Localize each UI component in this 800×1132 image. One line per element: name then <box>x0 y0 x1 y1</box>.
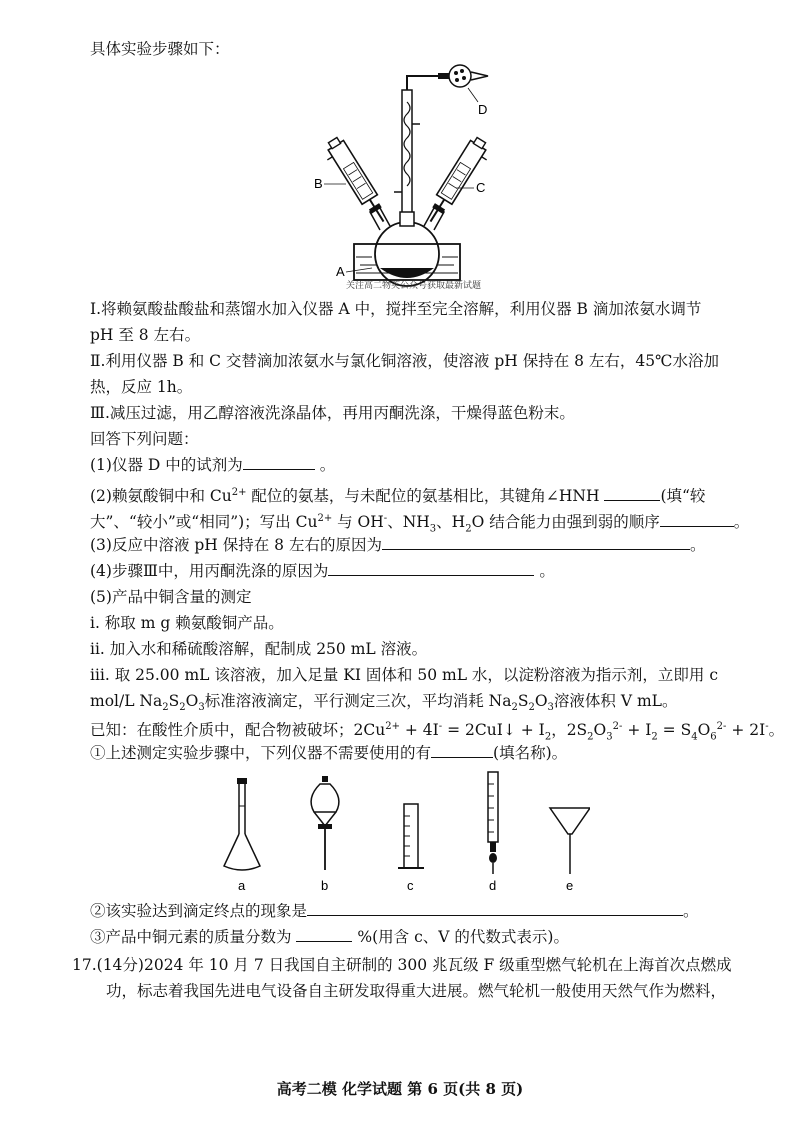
question-17-line-1: 17.(14分)2024 年 10 月 7 日我国自主研制的 300 兆瓦级 F 级重型燃气轮机在上海首次点燃成 <box>72 956 732 974</box>
iii2-d: 标准溶液滴定，平行测定三次，平均消耗 Na <box>204 692 512 710</box>
known-sub1: 2 <box>544 731 552 743</box>
instrument-label-b: b <box>321 878 329 893</box>
q3-text: (3)反应中溶液 pH 保持在 8 左右的原因为 <box>90 536 382 554</box>
page-footer: 高考二模 化学试题 第 6 页(共 8 页) <box>276 1080 524 1098</box>
q5-sub-1 <box>90 742 567 764</box>
instrument-label-e: e <box>566 878 574 893</box>
known-sup5: - <box>765 721 769 732</box>
q2-l2-c: 、NH <box>387 513 430 532</box>
known-sup4: 2- <box>716 721 727 732</box>
q5-sub-3 <box>90 926 569 948</box>
sub1-answer-blank[interactable] <box>431 743 493 758</box>
drying-tube-d <box>449 65 471 87</box>
iii2-sub2: 2 <box>179 702 186 714</box>
reaction-apparatus-diagram <box>310 62 510 292</box>
step-2-line-1: Ⅱ.利用仪器 B 和 C 交替滴加浓氨水与氯化铜溶液，使溶液 pH 保持在 8 左右，45℃水浴加 <box>90 352 719 370</box>
q2-text-c: (填“较 <box>660 487 706 506</box>
known-j: 。 <box>768 721 785 740</box>
q5-step-iii-line-2 <box>90 690 677 719</box>
known-g: = S <box>657 721 692 740</box>
q1-answer-blank[interactable] <box>243 455 315 470</box>
q3-answer-blank[interactable] <box>382 535 690 550</box>
answer-intro: 回答下列问题： <box>90 430 199 448</box>
known-sub6: 6 <box>710 731 717 743</box>
label-b: B <box>314 176 323 191</box>
known-sup3: 2- <box>612 721 623 732</box>
known-i: + 2I <box>726 721 766 740</box>
q2-l2-f: 。 <box>733 513 750 532</box>
sub1-end: (填名称)。 <box>493 744 568 762</box>
known-d: ，2S <box>551 721 588 740</box>
sub2-end: 。 <box>683 902 699 920</box>
instruments-figure <box>210 770 590 894</box>
sub2-answer-blank[interactable] <box>307 901 683 916</box>
q4-end: 。 <box>539 562 555 580</box>
known-sub5: 4 <box>691 731 698 743</box>
iii2-sub1: 2 <box>162 702 169 714</box>
label-c: C <box>476 180 486 195</box>
q2-angle-blank[interactable] <box>604 486 660 501</box>
known-sup1: 2+ <box>385 721 400 732</box>
sub3-text: ③产品中铜元素的质量分数为 <box>90 928 292 946</box>
iii2-sub4: 2 <box>511 702 518 714</box>
q2-l2-b: 与 OH <box>332 513 384 532</box>
instrument-label-c: c <box>407 878 414 893</box>
q2-l2-d: 、H <box>436 513 466 532</box>
q2-l2-sup: 2+ <box>317 513 333 524</box>
q2-l2-sup2: - <box>383 513 388 524</box>
q5-step-i: ⅰ. 称取 m g 赖氨酸铜产品。 <box>90 614 284 632</box>
graduated-cylinder-c <box>398 804 424 868</box>
q2-text-a: (2)赖氨酸铜中和 Cu <box>90 487 232 506</box>
watermark-text: 关注高二物英公众号获取最新试题 <box>346 281 482 291</box>
sub2-text: ②该实验达到滴定终点的现象是 <box>90 902 308 920</box>
known-c: = 2CuI↓ + I <box>442 721 545 740</box>
q2-l2-sub2: 2 <box>465 523 472 535</box>
sub3-end: %(用含 c、V 的代数式表示)。 <box>357 928 569 946</box>
q3-end: 。 <box>689 536 706 554</box>
label-d: D <box>478 102 488 117</box>
q2-order-blank[interactable] <box>660 512 734 527</box>
q2-l2-a: 大”、“较小”或“相同”)；写出 Cu <box>90 513 318 532</box>
known-sub2: 2 <box>587 731 594 743</box>
known-sup2: - <box>438 721 443 732</box>
question-5-title: (5)产品中铜含量的测定 <box>90 588 252 606</box>
iii2-sub3: 3 <box>198 702 205 714</box>
sub3-answer-blank[interactable] <box>296 927 352 942</box>
q4-answer-blank[interactable] <box>328 561 534 576</box>
iii2-sub6: 3 <box>547 702 554 714</box>
iii2-f: O <box>534 692 548 710</box>
iii2-b: S <box>168 692 180 710</box>
q5-step-ii: ⅱ. 加入水和稀硫酸溶解，配制成 250 mL 溶液。 <box>90 640 428 658</box>
known-h: O <box>697 721 711 740</box>
step-1-line-2: pH 至 8 左右。 <box>90 326 201 344</box>
q2-text-b: 配位的氨基，与未配位的氨基相比，其键角∠HNH <box>246 487 600 506</box>
question-2-line-1 <box>90 482 705 507</box>
q1-text: (1)仪器 D 中的试剂为 <box>90 456 243 474</box>
step-1-line-1: Ⅰ.将赖氨酸盐酸盐和蒸馏水加入仪器 A 中，搅拌至完全溶解，利用仪器 B 滴加浓氨水调节 <box>90 300 702 318</box>
known-a: 已知：在酸性介质中，配合物被破坏；2Cu <box>90 721 386 740</box>
known-sub3: 3 <box>606 731 613 743</box>
funnel-e <box>550 808 590 874</box>
burette-d <box>488 772 498 874</box>
known-e: O <box>593 721 607 740</box>
intro-text: 具体实验步骤如下： <box>90 40 230 58</box>
label-a: A <box>336 264 345 279</box>
q2-sup: 2+ <box>231 487 247 498</box>
q2-l2-e: O 结合能力由强到弱的顺序 <box>471 513 660 532</box>
step-3-line: Ⅲ.减压过滤，用乙醇溶液洗涤晶体，再用丙酮洗涤，干燥得蓝色粉末。 <box>90 404 575 422</box>
iii2-e: S <box>517 692 529 710</box>
instrument-label-a: a <box>238 878 246 893</box>
separatory-funnel-b <box>311 776 339 870</box>
q2-l2-sub: 3 <box>429 523 437 535</box>
step-2-line-2: 热，反应 1h。 <box>90 378 193 396</box>
question-3 <box>90 534 705 556</box>
known-sub4: 2 <box>651 731 658 743</box>
question-17-line-2: 功，标志着我国先进电气设备自主研发取得重大进展。燃气轮机一般使用天然气作为燃料， <box>106 982 727 1000</box>
iii2-g: 溶液体积 V mL。 <box>553 692 678 710</box>
volumetric-flask-a <box>224 778 260 870</box>
dropping-funnel-b <box>320 135 391 229</box>
q4-text: (4)步骤Ⅲ中，用丙酮洗涤的原因为 <box>90 562 329 580</box>
q5-step-iii-line-1: ⅲ. 取 25.00 mL 该溶液，加入足量 KI 固体和 50 mL 水，以淀粉溶液为指示剂，立即用 c <box>90 666 719 684</box>
instrument-label-d: d <box>489 878 497 893</box>
iii2-a: mol/L Na <box>90 692 163 710</box>
known-b: + 4I <box>399 721 439 740</box>
q1-end: 。 <box>319 456 336 474</box>
known-f: + I <box>622 721 652 740</box>
iii2-c: O <box>185 692 199 710</box>
sub1-text: ①上述测定实验步骤中，下列仪器不需要使用的有 <box>90 744 432 762</box>
question-4 <box>90 560 555 582</box>
question-1 <box>90 454 335 476</box>
iii2-sub5: 2 <box>528 702 535 714</box>
q5-sub-2 <box>90 900 699 922</box>
